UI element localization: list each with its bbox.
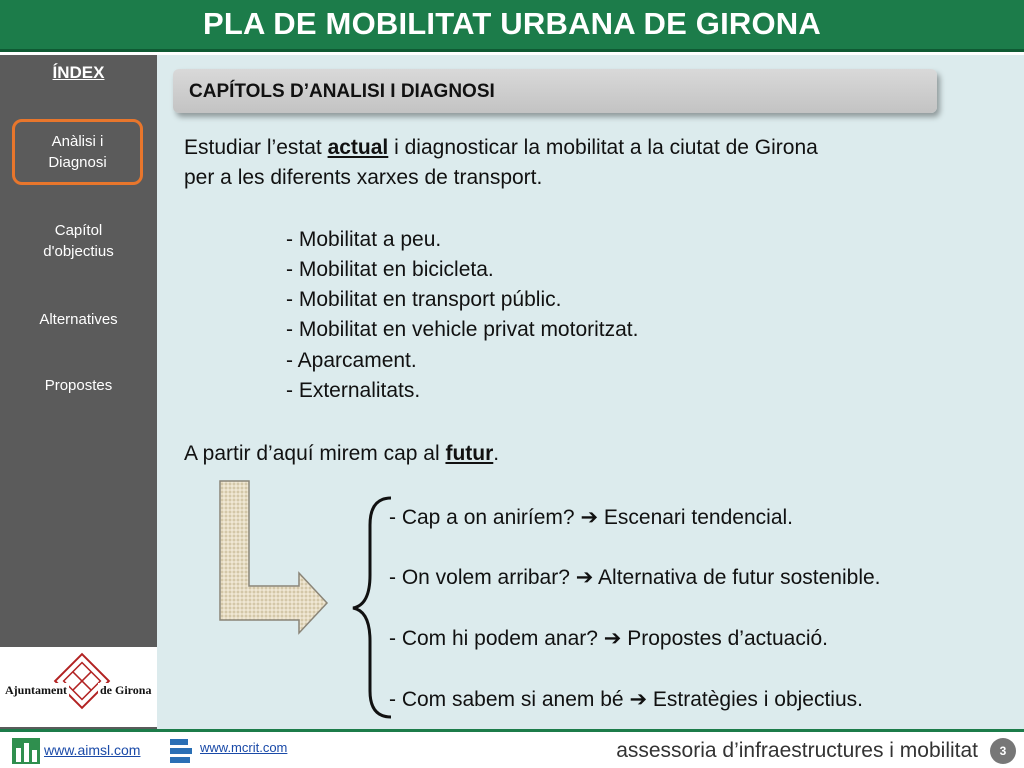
bent-arrow-icon: [220, 481, 327, 633]
sidebar-item-propostes[interactable]: [0, 375, 157, 396]
logo-text: de Girona: [100, 683, 152, 697]
ajuntament-logo: [0, 647, 157, 727]
question-line: - On volem arribar? ➔ Alternativa de futur sostenible.: [389, 566, 881, 589]
question-line: - Com sabem si anem bé ➔ Estratègies i objectius.: [389, 688, 863, 711]
sidebar-item-label: Anàlisi i: [51, 133, 104, 150]
emphasis-futur: futur: [445, 442, 494, 465]
mcrit-logo-icon: [168, 737, 194, 765]
list-item: - Mobilitat en bicicleta.: [286, 258, 494, 281]
arrow-icon: ➔: [580, 506, 599, 529]
sidebar-item-label: Capítol: [54, 222, 103, 239]
intro-line-1: Estudiar l’estat actual i diagnosticar la mobilitat a la ciutat de Girona: [184, 136, 818, 159]
footer-bar: [0, 729, 1024, 768]
arrow-icon: ➔: [603, 627, 622, 650]
mcrit-link[interactable]: www.mcrit.com: [200, 740, 288, 755]
footer-tagline: assessoria d’infraestructures i mobilitat: [616, 739, 978, 762]
aimsl-link[interactable]: www.aimsl.com: [44, 742, 141, 758]
arrow-icon: ➔: [629, 688, 648, 711]
sidebar: [0, 55, 157, 729]
question-line: - Com hi podem anar? ➔ Propostes d’actuació.: [389, 627, 829, 650]
future-line: A partir d’aquí mirem cap al futur.: [184, 442, 500, 465]
page-title: PLA DE MOBILITAT URBANA DE GIRONA: [203, 6, 821, 41]
main-content: [157, 55, 1024, 729]
curly-brace-icon: [353, 498, 391, 717]
sidebar-item-label: Propostes: [44, 377, 113, 394]
aimsl-logo-icon: [12, 738, 40, 764]
header-bar: [0, 0, 1024, 52]
logo-text: Ajuntament: [5, 683, 67, 697]
arrow-icon: ➔: [575, 566, 594, 589]
list-item: - Externalitats.: [286, 379, 421, 402]
list-item: - Mobilitat en vehicle privat motoritzat.: [286, 318, 639, 341]
sidebar-item-capitol-objectius[interactable]: [0, 220, 157, 262]
list-item: - Mobilitat en transport públic.: [286, 288, 562, 311]
list-item: - Mobilitat a peu.: [286, 228, 442, 251]
sidebar-item-label: d'objectius: [43, 243, 114, 260]
section-title: CAPÍTOLS D’ANALISI I DIAGNOSI: [189, 81, 495, 102]
sidebar-item-alternatives[interactable]: [0, 309, 157, 330]
intro-line-2: per a les diferents xarxes de transport.: [184, 166, 543, 189]
section-header: [173, 69, 937, 113]
sidebar-item-analisi-diagnosi[interactable]: [12, 119, 143, 185]
list-item: - Aparcament.: [286, 349, 417, 372]
question-line: - Cap a on aniríem? ➔ Escenari tendencial.: [389, 506, 793, 529]
sidebar-item-label: Alternatives: [39, 311, 118, 328]
emphasis-actual: actual: [327, 136, 389, 159]
page-number-badge: 3: [990, 738, 1016, 764]
sidebar-item-label: Diagnosi: [48, 154, 107, 171]
index-title: ÍNDEX: [52, 63, 105, 82]
